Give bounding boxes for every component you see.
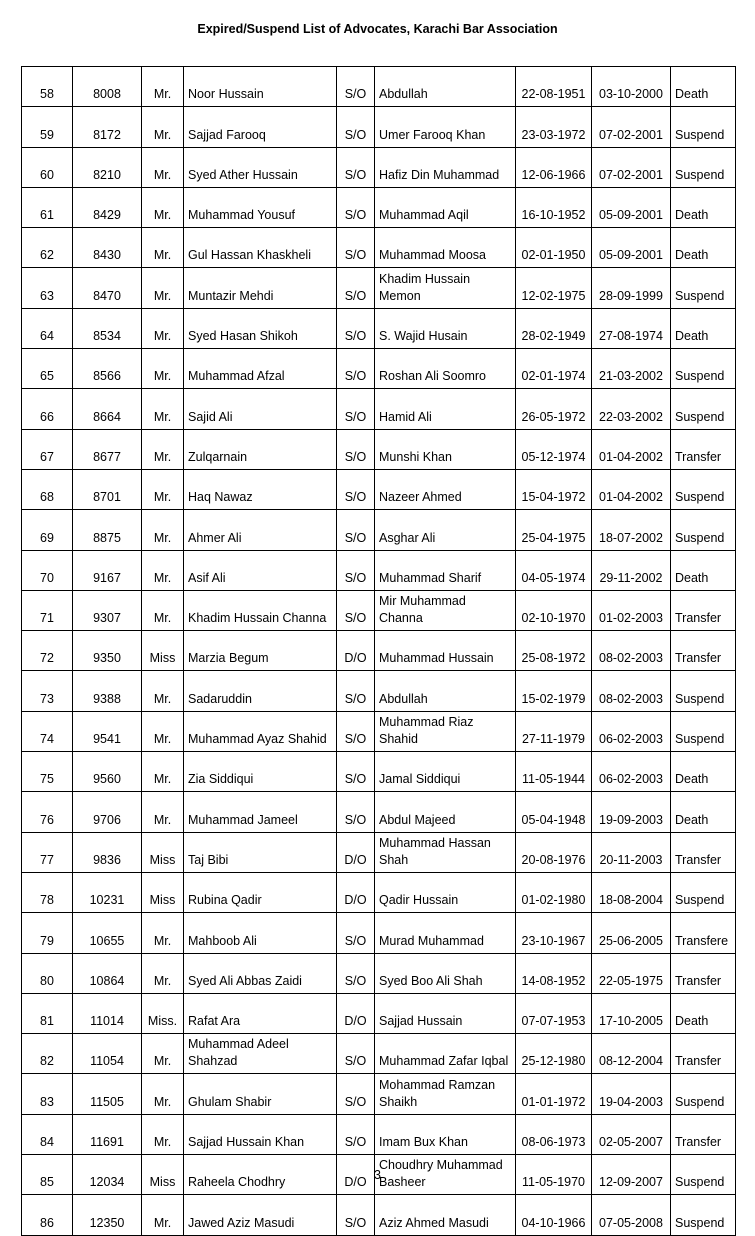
relation-cell: S/O [337,1034,375,1074]
status-date-cell: 19-09-2003 [592,792,671,832]
serial-number-cell: 66 [22,389,73,429]
advocate-name-cell: Rafat Ara [184,993,337,1033]
membership-number-cell: 11054 [73,1034,142,1074]
relation-cell: S/O [337,550,375,590]
advocate-name-cell: Sajjad Hussain Khan [184,1114,337,1154]
status-cell: Transfer [671,1034,736,1074]
table-row [22,711,736,751]
serial-number-cell: 80 [22,953,73,993]
status-cell: Suspend [671,872,736,912]
status-date-cell: 06-02-2003 [592,711,671,751]
status-date-cell: 27-08-1974 [592,308,671,348]
status-date-cell: 12-09-2007 [592,1155,671,1195]
status-date-cell: 08-12-2004 [592,1034,671,1074]
father-name-cell: Khadim Hussain Memon [375,268,516,308]
relation-cell: S/O [337,147,375,187]
status-date-cell: 05-09-2001 [592,228,671,268]
title-cell: Mr. [142,308,184,348]
advocate-name-cell: Muhammad Jameel [184,792,337,832]
membership-number-cell: 10864 [73,953,142,993]
status-cell: Suspend [671,349,736,389]
relation-cell: S/O [337,1074,375,1114]
advocate-name-cell: Zia Siddiqui [184,752,337,792]
status-date-cell: 01-02-2003 [592,590,671,630]
table-row [22,792,736,832]
father-name-cell: Syed Boo Ali Shah [375,953,516,993]
serial-number-cell: 73 [22,671,73,711]
father-name-cell: Asghar Ali [375,510,516,550]
membership-number-cell: 8470 [73,268,142,308]
membership-number-cell: 9541 [73,711,142,751]
title-cell: Mr. [142,510,184,550]
relation-cell: D/O [337,631,375,671]
serial-number-cell: 76 [22,792,73,832]
table-row [22,671,736,711]
membership-number-cell: 8875 [73,510,142,550]
father-name-cell: Munshi Khan [375,429,516,469]
status-date-cell: 07-02-2001 [592,107,671,147]
relation-cell: S/O [337,67,375,107]
father-name-cell: S. Wajid Husain [375,308,516,348]
relation-cell: S/O [337,349,375,389]
status-cell: Death [671,993,736,1033]
father-name-cell: Jamal Siddiqui [375,752,516,792]
serial-number-cell: 78 [22,872,73,912]
relation-cell: S/O [337,711,375,751]
status-date-cell: 25-06-2005 [592,913,671,953]
father-name-cell: Abdullah [375,671,516,711]
relation-cell: S/O [337,792,375,832]
status-date-cell: 21-03-2002 [592,349,671,389]
relation-cell: S/O [337,308,375,348]
serial-number-cell: 64 [22,308,73,348]
status-cell: Transfer [671,832,736,872]
status-date-cell: 08-02-2003 [592,671,671,711]
serial-number-cell: 70 [22,550,73,590]
date-of-birth-cell: 08-06-1973 [516,1114,592,1154]
serial-number-cell: 75 [22,752,73,792]
date-of-birth-cell: 25-12-1980 [516,1034,592,1074]
advocate-name-cell: Raheela Chodhry [184,1155,337,1195]
status-date-cell: 20-11-2003 [592,832,671,872]
date-of-birth-cell: 15-02-1979 [516,671,592,711]
serial-number-cell: 62 [22,228,73,268]
membership-number-cell: 9836 [73,832,142,872]
date-of-birth-cell: 23-10-1967 [516,913,592,953]
title-cell: Mr. [142,953,184,993]
membership-number-cell: 8664 [73,389,142,429]
membership-number-cell: 8429 [73,187,142,227]
serial-number-cell: 81 [22,993,73,1033]
father-name-cell: Sajjad Hussain [375,993,516,1033]
title-cell: Mr. [142,1114,184,1154]
date-of-birth-cell: 14-08-1952 [516,953,592,993]
title-cell: Mr. [142,913,184,953]
advocate-name-cell: Sajid Ali [184,389,337,429]
date-of-birth-cell: 20-08-1976 [516,832,592,872]
relation-cell: S/O [337,510,375,550]
relation-cell: S/O [337,389,375,429]
table-row [22,107,736,147]
date-of-birth-cell: 12-06-1966 [516,147,592,187]
father-name-cell: Abdullah [375,67,516,107]
status-cell: Transfer [671,953,736,993]
membership-number-cell: 11505 [73,1074,142,1114]
membership-number-cell: 9307 [73,590,142,630]
advocate-name-cell: Khadim Hussain Channa [184,590,337,630]
relation-cell: S/O [337,590,375,630]
status-date-cell: 19-04-2003 [592,1074,671,1114]
advocate-name-cell: Muhammad Adeel Shahzad [184,1034,337,1074]
status-cell: Transfer [671,429,736,469]
serial-number-cell: 72 [22,631,73,671]
advocate-name-cell: Sajjad Farooq [184,107,337,147]
date-of-birth-cell: 22-08-1951 [516,67,592,107]
table-row [22,1074,736,1114]
date-of-birth-cell: 04-10-1966 [516,1195,592,1235]
status-date-cell: 29-11-2002 [592,550,671,590]
status-date-cell: 28-09-1999 [592,268,671,308]
serial-number-cell: 67 [22,429,73,469]
status-date-cell: 02-05-2007 [592,1114,671,1154]
date-of-birth-cell: 11-05-1970 [516,1155,592,1195]
membership-number-cell: 10655 [73,913,142,953]
serial-number-cell: 65 [22,349,73,389]
relation-cell: S/O [337,429,375,469]
relation-cell: S/O [337,913,375,953]
advocate-name-cell: Muntazir Mehdi [184,268,337,308]
advocate-name-cell: Muhammad Afzal [184,349,337,389]
membership-number-cell: 9350 [73,631,142,671]
date-of-birth-cell: 05-04-1948 [516,792,592,832]
advocate-name-cell: Noor Hussain [184,67,337,107]
title-cell: Mr. [142,268,184,308]
table-row [22,550,736,590]
title-cell: Miss [142,832,184,872]
serial-number-cell: 84 [22,1114,73,1154]
status-date-cell: 07-05-2008 [592,1195,671,1235]
advocate-name-cell: Mahboob Ali [184,913,337,953]
table-row [22,228,736,268]
advocate-name-cell: Sadaruddin [184,671,337,711]
title-cell: Mr. [142,1195,184,1235]
advocate-name-cell: Marzia Begum [184,631,337,671]
serial-number-cell: 85 [22,1155,73,1195]
advocate-name-cell: Gul Hassan Khaskheli [184,228,337,268]
father-name-cell: Hamid Ali [375,389,516,429]
relation-cell: S/O [337,268,375,308]
father-name-cell: Choudhry Muhammad Basheer [375,1155,516,1195]
table-row [22,67,736,107]
title-cell: Mr. [142,187,184,227]
serial-number-cell: 58 [22,67,73,107]
father-name-cell: Aziz Ahmed Masudi [375,1195,516,1235]
table-row [22,308,736,348]
status-cell: Suspend [671,147,736,187]
relation-cell: D/O [337,993,375,1033]
father-name-cell: Muhammad Zafar Iqbal [375,1034,516,1074]
membership-number-cell: 9388 [73,671,142,711]
status-date-cell: 22-05-1975 [592,953,671,993]
status-cell: Death [671,187,736,227]
date-of-birth-cell: 01-01-1972 [516,1074,592,1114]
table-row [22,469,736,509]
status-date-cell: 18-07-2002 [592,510,671,550]
date-of-birth-cell: 02-10-1970 [516,590,592,630]
table-row [22,872,736,912]
status-cell: Transfere [671,913,736,953]
date-of-birth-cell: 02-01-1974 [516,349,592,389]
membership-number-cell: 11691 [73,1114,142,1154]
status-cell: Suspend [671,107,736,147]
relation-cell: S/O [337,671,375,711]
membership-number-cell: 9560 [73,752,142,792]
title-cell: Mr. [142,752,184,792]
date-of-birth-cell: 25-04-1975 [516,510,592,550]
date-of-birth-cell: 05-12-1974 [516,429,592,469]
advocate-name-cell: Muhammad Ayaz Shahid [184,711,337,751]
status-cell: Death [671,67,736,107]
membership-number-cell: 12034 [73,1155,142,1195]
table-row [22,590,736,630]
membership-number-cell: 8701 [73,469,142,509]
serial-number-cell: 61 [22,187,73,227]
date-of-birth-cell: 11-05-1944 [516,752,592,792]
status-cell: Suspend [671,1155,736,1195]
relation-cell: D/O [337,832,375,872]
status-date-cell: 07-02-2001 [592,147,671,187]
relation-cell: S/O [337,187,375,227]
status-cell: Transfer [671,631,736,671]
relation-cell: S/O [337,107,375,147]
title-cell: Mr. [142,429,184,469]
status-cell: Suspend [671,1074,736,1114]
status-cell: Death [671,792,736,832]
serial-number-cell: 71 [22,590,73,630]
relation-cell: S/O [337,228,375,268]
table-row [22,752,736,792]
status-date-cell: 08-02-2003 [592,631,671,671]
status-date-cell: 17-10-2005 [592,993,671,1033]
relation-cell: S/O [337,469,375,509]
relation-cell: S/O [337,1195,375,1235]
title-cell: Miss [142,631,184,671]
serial-number-cell: 82 [22,1034,73,1074]
advocates-table [21,66,736,1236]
advocate-name-cell: Ghulam Shabir [184,1074,337,1114]
status-cell: Suspend [671,671,736,711]
relation-cell: S/O [337,953,375,993]
status-date-cell: 22-03-2002 [592,389,671,429]
father-name-cell: Muhammad Aqil [375,187,516,227]
date-of-birth-cell: 16-10-1952 [516,187,592,227]
membership-number-cell: 8566 [73,349,142,389]
advocate-name-cell: Rubina Qadir [184,872,337,912]
serial-number-cell: 63 [22,268,73,308]
father-name-cell: Muhammad Sharif [375,550,516,590]
title-cell: Mr. [142,469,184,509]
status-cell: Suspend [671,1195,736,1235]
status-cell: Suspend [671,510,736,550]
status-date-cell: 01-04-2002 [592,429,671,469]
table-row [22,510,736,550]
status-cell: Suspend [671,711,736,751]
title-cell: Mr. [142,107,184,147]
date-of-birth-cell: 15-04-1972 [516,469,592,509]
status-cell: Transfer [671,1114,736,1154]
membership-number-cell: 8172 [73,107,142,147]
relation-cell: S/O [337,1114,375,1154]
advocate-name-cell: Taj Bibi [184,832,337,872]
advocate-name-cell: Haq Nawaz [184,469,337,509]
title-cell: Miss [142,1155,184,1195]
father-name-cell: Mohammad Ramzan Shaikh [375,1074,516,1114]
status-date-cell: 03-10-2000 [592,67,671,107]
status-date-cell: 01-04-2002 [592,469,671,509]
serial-number-cell: 83 [22,1074,73,1114]
status-cell: Suspend [671,389,736,429]
date-of-birth-cell: 07-07-1953 [516,993,592,1033]
status-cell: Transfer [671,590,736,630]
table-row [22,429,736,469]
title-cell: Mr. [142,711,184,751]
page-number: 3 [374,1168,381,1182]
serial-number-cell: 59 [22,107,73,147]
father-name-cell: Muhammad Riaz Shahid [375,711,516,751]
table-row [22,1114,736,1154]
title-cell: Mr. [142,147,184,187]
status-date-cell: 05-09-2001 [592,187,671,227]
serial-number-cell: 79 [22,913,73,953]
table-row [22,349,736,389]
serial-number-cell: 60 [22,147,73,187]
status-cell: Death [671,752,736,792]
membership-number-cell: 8677 [73,429,142,469]
advocate-name-cell: Syed Hasan Shikoh [184,308,337,348]
membership-number-cell: 10231 [73,872,142,912]
title-cell: Mr. [142,349,184,389]
date-of-birth-cell: 02-01-1950 [516,228,592,268]
status-cell: Suspend [671,469,736,509]
date-of-birth-cell: 23-03-1972 [516,107,592,147]
membership-number-cell: 8430 [73,228,142,268]
page-title: Expired/Suspend List of Advocates, Karachi Bar Association [197,22,558,36]
father-name-cell: Muhammad Hassan Shah [375,832,516,872]
date-of-birth-cell: 01-02-1980 [516,872,592,912]
membership-number-cell: 9167 [73,550,142,590]
relation-cell: D/O [337,872,375,912]
father-name-cell: Muhammad Hussain [375,631,516,671]
table-row [22,147,736,187]
table-row [22,187,736,227]
advocate-name-cell: Syed Ather Hussain [184,147,337,187]
father-name-cell: Nazeer Ahmed [375,469,516,509]
table-row [22,1195,736,1235]
title-cell: Mr. [142,67,184,107]
table-row [22,913,736,953]
serial-number-cell: 68 [22,469,73,509]
table-row [22,631,736,671]
date-of-birth-cell: 27-11-1979 [516,711,592,751]
table-row [22,1034,736,1074]
title-cell: Mr. [142,792,184,832]
advocate-name-cell: Ahmer Ali [184,510,337,550]
advocate-name-cell: Jawed Aziz Masudi [184,1195,337,1235]
membership-number-cell: 8210 [73,147,142,187]
status-cell: Death [671,308,736,348]
status-cell: Death [671,550,736,590]
membership-number-cell: 9706 [73,792,142,832]
title-cell: Mr. [142,550,184,590]
status-date-cell: 18-08-2004 [592,872,671,912]
relation-cell: D/O [337,1155,375,1195]
status-date-cell: 06-02-2003 [592,752,671,792]
title-cell: Mr. [142,389,184,429]
membership-number-cell: 12350 [73,1195,142,1235]
date-of-birth-cell: 25-08-1972 [516,631,592,671]
serial-number-cell: 74 [22,711,73,751]
father-name-cell: Abdul Majeed [375,792,516,832]
date-of-birth-cell: 12-02-1975 [516,268,592,308]
status-cell: Suspend [671,268,736,308]
title-cell: Mr. [142,228,184,268]
title-cell: Miss. [142,993,184,1033]
title-cell: Mr. [142,1074,184,1114]
membership-number-cell: 8534 [73,308,142,348]
table-row [22,268,736,308]
date-of-birth-cell: 28-02-1949 [516,308,592,348]
date-of-birth-cell: 04-05-1974 [516,550,592,590]
father-name-cell: Roshan Ali Soomro [375,349,516,389]
table-row [22,389,736,429]
title-cell: Mr. [142,1034,184,1074]
advocate-name-cell: Muhammad Yousuf [184,187,337,227]
table-row [22,953,736,993]
title-cell: Miss [142,872,184,912]
father-name-cell: Qadir Hussain [375,872,516,912]
serial-number-cell: 86 [22,1195,73,1235]
father-name-cell: Hafiz Din Muhammad [375,147,516,187]
membership-number-cell: 8008 [73,67,142,107]
title-cell: Mr. [142,590,184,630]
serial-number-cell: 69 [22,510,73,550]
title-cell: Mr. [142,671,184,711]
advocate-name-cell: Syed Ali Abbas Zaidi [184,953,337,993]
father-name-cell: Imam Bux Khan [375,1114,516,1154]
table-row [22,993,736,1033]
father-name-cell: Mir Muhammad Channa [375,590,516,630]
relation-cell: S/O [337,752,375,792]
date-of-birth-cell: 26-05-1972 [516,389,592,429]
father-name-cell: Murad Muhammad [375,913,516,953]
serial-number-cell: 77 [22,832,73,872]
advocate-name-cell: Zulqarnain [184,429,337,469]
membership-number-cell: 11014 [73,993,142,1033]
table-row [22,832,736,872]
father-name-cell: Umer Farooq Khan [375,107,516,147]
status-cell: Death [671,228,736,268]
advocate-name-cell: Asif Ali [184,550,337,590]
father-name-cell: Muhammad Moosa [375,228,516,268]
